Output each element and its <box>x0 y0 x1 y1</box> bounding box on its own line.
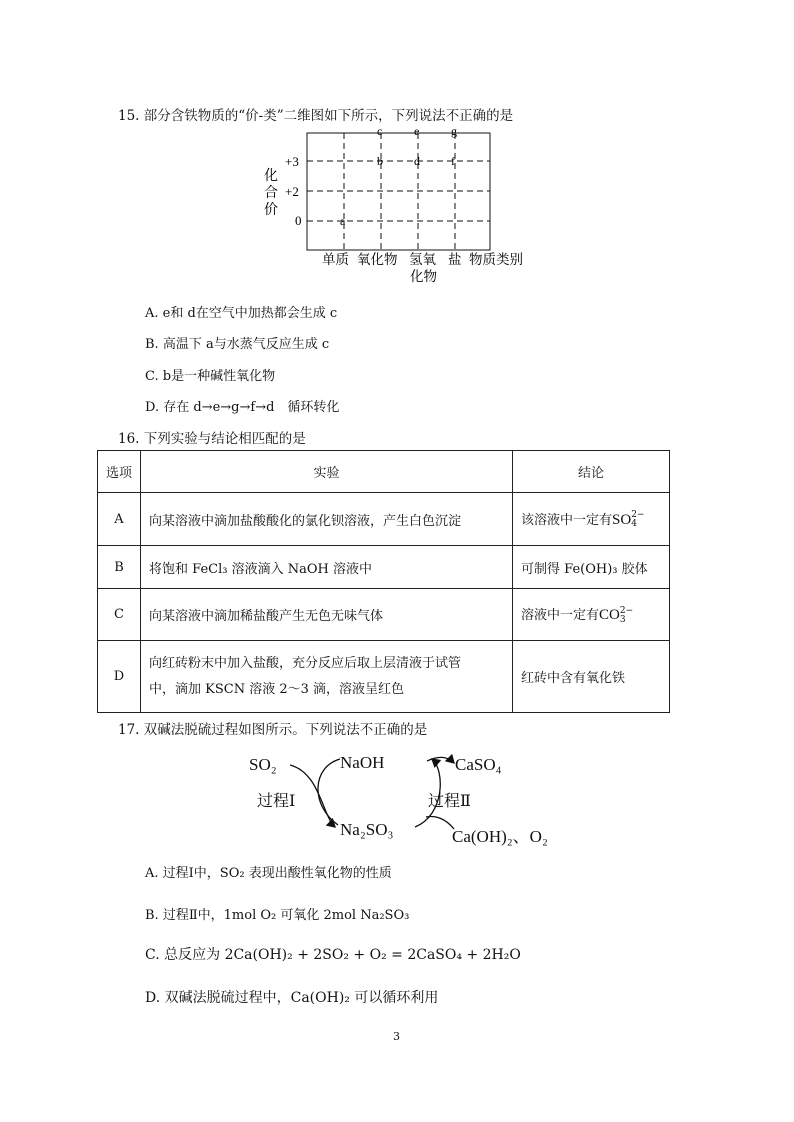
y-tick-label: +2 <box>285 184 299 199</box>
naoh-label: NaOH <box>340 753 385 772</box>
row-option: D <box>98 641 141 713</box>
chart-point-f: f <box>451 154 455 168</box>
row-conclusion: 红砖中含有氧化铁 <box>513 641 670 713</box>
x-category-label: 盐 <box>448 252 462 268</box>
q17-stem: 17. 双碱法脱硫过程如图所示。下列说法不正确的是 <box>118 722 428 738</box>
row-experiment: 向某溶液中滴加盐酸酸化的氯化钡溶液，产生白色沉淀 <box>141 493 513 546</box>
row-experiment <box>141 641 513 713</box>
row-option: B <box>98 546 141 589</box>
process1-arc <box>290 765 335 827</box>
caoh2-o2-label: Ca(OH)₂、O₂ <box>452 827 548 846</box>
table-row <box>98 641 670 713</box>
chart-point-e: e <box>414 128 420 138</box>
q15-option-b: B. 高温下 a与水蒸气反应生成 c <box>145 337 330 352</box>
q17-option-d: D. 双碱法脱硫过程中，Ca(OH)₂ 可以循环利用 <box>145 990 439 1006</box>
row-conclusion <box>513 493 670 546</box>
y-tick-label: 0 <box>295 213 302 228</box>
chart-point-a: a <box>340 214 346 228</box>
table-header-row <box>98 451 670 493</box>
ion-subscript: 3 <box>619 614 626 625</box>
chart-point-b: b <box>377 154 383 168</box>
q17-option-a: A. 过程Ⅰ中，SO₂ 表现出酸性氧化物的性质 <box>145 866 392 881</box>
ion-formula: SO <box>612 511 632 528</box>
conclusion-text: 溶液中一定有 <box>521 608 600 624</box>
caso4-arc <box>427 757 454 763</box>
valence-class-chart <box>255 128 545 288</box>
header-experiment: 实验 <box>141 451 513 493</box>
ion-charge: 2− <box>619 605 634 616</box>
row-option: A <box>98 493 141 546</box>
process2-label: 过程Ⅱ <box>428 791 471 810</box>
y-axis-label-char: 化 <box>264 168 278 184</box>
experiment-line: 向红砖粉末中加入盐酸，充分反应后取上层清液于试管 <box>149 655 462 671</box>
ion-formula: CO <box>599 607 620 624</box>
table-row <box>98 546 670 589</box>
chart-point-c: c <box>377 128 383 138</box>
process1-label: 过程Ⅰ <box>257 791 296 810</box>
header-option: 选项 <box>98 451 141 493</box>
q15-option-a: A. e和 d在空气中加热都会生成 c <box>145 306 338 321</box>
so2-label: SO₂ <box>249 755 277 774</box>
row-experiment: 向某溶液中滴加稀盐酸产生无色无味气体 <box>141 589 513 641</box>
chart-point-g: g <box>451 128 457 138</box>
ion-charge: 2− <box>631 510 645 521</box>
q15-option-d: D. 存在 d→e→g→f→d 循环转化 <box>145 400 340 415</box>
y-tick-label: +3 <box>285 154 299 169</box>
table-row <box>98 493 670 546</box>
y-axis-label-char: 合 <box>264 185 278 201</box>
x-axis-label: 物质类别 <box>469 252 523 268</box>
x-category-label: 氢氧化物 <box>409 252 437 285</box>
row-conclusion: 可制得 Fe(OH)₃ 胶体 <box>513 546 670 589</box>
na2so3-label: Na₂SO₃ <box>340 820 394 839</box>
row-option: C <box>98 589 141 641</box>
experiment-table <box>97 450 670 713</box>
page-number: 3 <box>393 1030 400 1043</box>
header-conclusion: 结论 <box>513 451 670 493</box>
x-category-label: 单质 <box>322 252 349 268</box>
y-axis-label-char: 价 <box>264 202 278 218</box>
row-experiment: 将饱和 FeCl₃ 溶液滴入 NaOH 溶液中 <box>141 546 513 589</box>
q16-stem: 16. 下列实验与结论相匹配的是 <box>118 431 306 447</box>
caoh2-arc <box>426 817 454 830</box>
q17-option-b: B. 过程Ⅱ中，1mol O₂ 可氧化 2mol Na₂SO₃ <box>145 908 410 923</box>
x-category-label: 氧化物 <box>357 252 398 268</box>
row-conclusion <box>513 589 670 641</box>
experiment-line: 中，滴加 KSCN 溶液 2～3 滴，溶液呈红色 <box>149 681 405 697</box>
table-row <box>98 589 670 641</box>
q17-option-c: C. 总反应为 2Ca(OH)₂ + 2SO₂ + O₂ = 2CaSO₄ + 2H₂O <box>145 947 521 963</box>
q15-stem: 15. 部分含铁物质的“价-类”二维图如下所示，下列说法不正确的是 <box>118 108 514 124</box>
naoh-to-na2so3-arc <box>318 759 340 825</box>
q15-option-c: C. b是一种碱性氧化物 <box>145 369 276 384</box>
chart-point-d: d <box>414 154 420 168</box>
conclusion-text: 该溶液中一定有 <box>521 512 613 528</box>
ion-subscript: 4 <box>631 519 637 530</box>
caso4-label: CaSO₄ <box>455 755 502 774</box>
